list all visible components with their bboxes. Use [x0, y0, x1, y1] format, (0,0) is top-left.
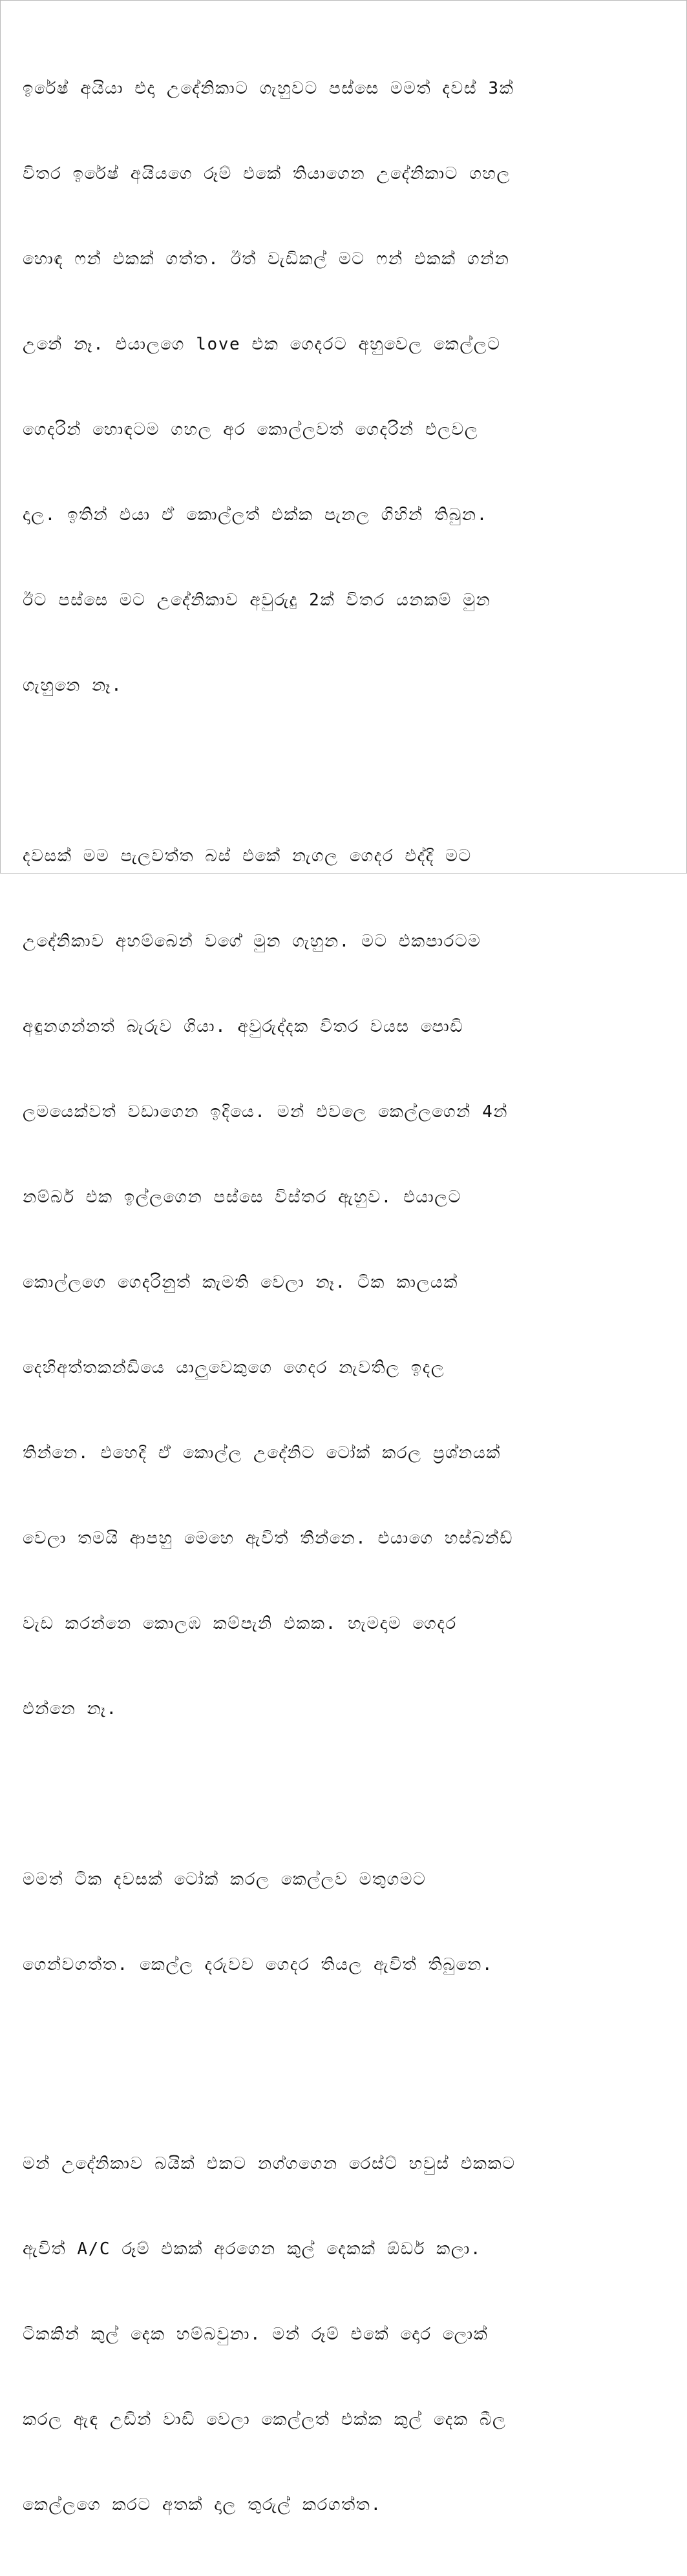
text-line: එන්නෙ නෑ. [23, 1699, 118, 1719]
text-line: නම්බර් එක ඉල්ලගෙන පස්සෙ විස්තර ඇහුව. එයාලට [23, 1188, 461, 1207]
text-line: විතර ඉරේෂ් අයියගෙ රූම් එකේ තියාගෙන උදේනිකාට ගහල [23, 164, 511, 183]
text-line: වැඩ කරන්නෙ කොලඹ කම්පැනි එකක. හැමදාම ගෙදර [23, 1614, 457, 1633]
text-line: ඊට පස්සෙ මට උදේනිකාව අවුරුදු 2ක් විතර යනකම් මුන [23, 591, 491, 610]
text-line: දෙහිඅත්තකන්ඩියෙ යාලුවෙකුගෙ ගෙදර නැවතිල ඉදල [23, 1358, 445, 1377]
paragraph-1 [23, 17, 666, 757]
text-line: කොල්ලගෙ ගෙදරිනුත් කැමති වෙලා නෑ. ටික කාලයක් [23, 1273, 458, 1292]
text-line: උදේනිකාව අහම්බෙන් වගේ මුන ගැහුන. මට එකපාරටම [23, 932, 481, 951]
text-line: තින්නෙ. එහෙදි ඒ කොල්ල උදේනිට ටෝක් කරල ප්‍රශ්නයක් [23, 1443, 501, 1463]
text-line: හොඳ ෆන් එකක් ගත්ත. ඊත් වැඩිකල් මට ෆන් එකක් ගන්න [23, 249, 510, 269]
document-page [23, 17, 666, 2576]
paragraph-spacer [23, 1780, 666, 1808]
paragraph-spacer [23, 2036, 666, 2093]
text-line: කරල ඇඳ උඩින් වාඩි වෙලා කෙල්ලත් එක්ක කුල් දෙක බීල [23, 2410, 507, 2429]
text-line: ගෙන්වගත්ත. කෙල්ල දරුවව ගෙදර තියල ඇවිත් තිබුනෙ. [23, 1955, 494, 1974]
text-line: ගෙදරින් හොඳටම ගහල අර කොල්ලවත් ගෙදරින් එලවල [23, 420, 479, 439]
text-line: ගැහුනෙ නෑ. [23, 676, 123, 695]
text-line: දවසක් මම පැලවත්ත බස් එකේ නැගල ගෙදර එද්දි මට [23, 846, 472, 866]
text-line: අඳුනගන්නත් බැරුව ගියා. අවුරුද්දක විතර වයස පොඩි [23, 1017, 464, 1036]
paragraph-2 [23, 785, 666, 1780]
text-line: මමත් ටික දවසක් ටෝක් කරල කෙල්ලව මතුගමට [23, 1870, 427, 1889]
text-line: දාල. ඉතින් එයා ඒ කොල්ලත් එක්ක පැනල ගිහින් තිබුන. [23, 505, 488, 525]
text-line: උනේ නෑ. එයාලගෙ love එක ගෙදරට අහුවෙල කෙල්ලට [23, 335, 501, 354]
text-line: වෙලා තමයි ආපහු මෙහෙ ඇවිත් තීන්නෙ. එයාගෙ හස්බන්ඩ් [23, 1529, 514, 1548]
text-line: ඇවිත් A/C රූම් එකක් අරගෙන කුල් දෙකක් ඕඩර් කලා. [23, 2239, 482, 2259]
paragraph-spacer [23, 757, 666, 785]
paragraph-4 [23, 2093, 666, 2576]
text-line: මන් උදේනිකාව බයික් එකට නග්ගගෙන රෙස්ට් හවුස් එකකට [23, 2154, 516, 2173]
text-line: ටිකකින් කුල් දෙක හම්බවුනා. මන් රූම් එකේ දොර ලොක් [23, 2325, 489, 2344]
paragraph-3 [23, 1808, 666, 2036]
text-line: ලමයෙක්වත් වඩාගෙන ඉදියෙ. මන් එවලෙ කෙල්ලගෙන් 4න් [23, 1102, 509, 1122]
text-line: ඉරේෂ් අයියා එදා උදේනිකාට ගැහුවට පස්සෙ මමත් දවස් 3ක් [23, 79, 514, 98]
text-line: කෙල්ලගෙ කරට අතක් දාල තුරුල් කරගත්ත. [23, 2495, 382, 2515]
